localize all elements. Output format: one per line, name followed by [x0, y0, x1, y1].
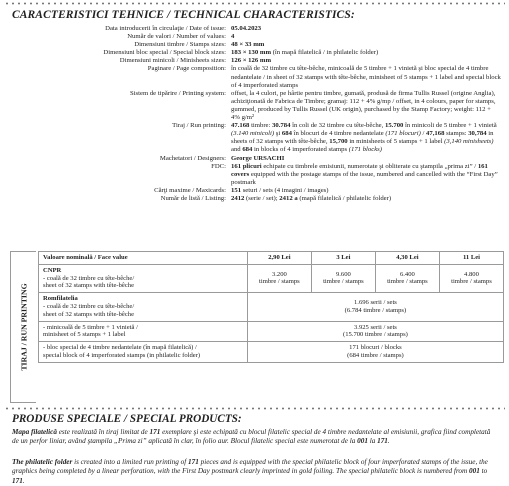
romf-title: Romfilatelia: [43, 295, 78, 303]
spec-label: FDC:: [211, 162, 226, 170]
spec-label: Sistem de tipărire / Printing system:: [129, 89, 226, 97]
table-row: [39, 264, 504, 292]
spec-label: Machetatori / Designers:: [159, 154, 226, 162]
value-header: 4,30 Lei: [375, 252, 439, 265]
value-header: 2,90 Lei: [247, 252, 311, 265]
run-printing-table: [38, 251, 504, 363]
value-header: 3 Lei: [311, 252, 375, 265]
table-header-row: [39, 252, 504, 265]
spec-row: [0, 57, 509, 65]
spec-value: în coală de 32 timbre cu tête-bêche, minicoală de 5 timbre + 1 vinietă şi bloc special de 4 timbre nedantelate / in sheet of 32 stamps with tête-bêche, minisheet of 5 stamps + 1 label and special block of 4 imperforated stamps: [231, 65, 501, 89]
spec-list: [0, 25, 509, 203]
table-row: [39, 342, 504, 363]
technical-heading: CARACTERISTICI TEHNICE / TECHNICAL CHARACTERISTICS:: [12, 9, 355, 21]
romf-value: 1.696 serii / sets (6.784 timbre / stamps): [247, 293, 503, 321]
spec-label: Număr de valori / Number of values:: [127, 33, 226, 41]
romf-value: 3.925 serii / sets (15.700 timbre / stamps): [247, 321, 503, 342]
spec-row: [0, 49, 509, 57]
cnpr-value: 6.400 timbre / stamps: [375, 264, 439, 292]
cnpr-row-label: - coală de 32 timbre cu tête-bêche/ sheet of 32 stamps with tête-bêche: [43, 274, 135, 290]
special-products-heading: PRODUSE SPECIALE / SPECIAL PRODUCTS:: [12, 413, 242, 425]
folder-description-en: The philatelic folder is created into a limited run printing of 171 pieces and is equipped with the special philatelic block of four imperforated stamps of the issue, the graphics being completed by a linear perforation, with the First Day postmark clearly imprinted in gold foiling. The special philatelic block is numbered from 001 to 171.: [12, 458, 488, 485]
spec-label: Data introducerii în circulaţie / Date of issue:: [105, 25, 226, 32]
spec-label: Număr de listă / Listing:: [160, 194, 226, 202]
spec-value: 2412 (serie / set); 2412 a (mapă filatelică / philatelic folder): [231, 194, 392, 202]
face-value-header: Valoare nominală / Face value: [39, 252, 248, 265]
spec-row: [0, 41, 509, 49]
spec-value: 48 × 33 mm: [231, 41, 265, 49]
spec-row: [0, 155, 509, 163]
spec-row: [0, 90, 509, 122]
cnpr-value: 9.600 timbre / stamps: [311, 264, 375, 292]
spec-value: 126 × 126 mm: [231, 57, 272, 65]
table-row: [39, 293, 504, 321]
cnpr-cell: [39, 264, 248, 292]
spec-row: [0, 163, 509, 187]
romf-cell: [39, 293, 248, 321]
romf-value: 171 blocuri / blocks (684 timbre / stamps): [247, 342, 503, 363]
spec-row: [0, 65, 509, 89]
spec-row: [0, 195, 509, 203]
spec-value: 161 plicuri echipate cu timbrele emisiunii, numerotate şi obliterate cu ştampila „prima zi” / 161 covers equipped with the postage stamps of the issue, numbered and cancelled with the “First Day” postmark: [231, 162, 498, 186]
table-row: [39, 321, 504, 342]
spec-label: Dimensiuni bloc special / Special block sizes:: [103, 49, 226, 57]
spec-label: Tiraj / Run printing:: [172, 122, 226, 130]
value-header: 11 Lei: [439, 252, 503, 265]
spec-value: offset, la 4 culori, pe hârtie pentru timbre, gumată, produsă de firma Tullis Russel (origine Anglia), achiziţionată de Fabrica de Timbre; gramaj: 112 + 4% g/mp / offset, in 4 colours, paper for stamps, gummed, produced by Tullis Russel (UK origin), purchased by the Stamp Factory; weight: 112 + 4% g/m²: [231, 89, 496, 122]
spec-label: Dimensiuni timbre / Stamps sizes:: [134, 41, 226, 49]
middle-dotted-divider: [4, 407, 505, 410]
folder-description-ro: Mapa filatelică este realizată în tiraj limitat de 171 exemplare şi este echipată cu blocul filatelic special de 4 timbre nedantelate al emisiunii, grafica fiind completată de un perfor liniar, având ştampila „Prima zi” aplicată în clar, în folio aur. Blocul filatelic special este numerotat de la 001 la 171.: [12, 428, 491, 446]
spec-row: [0, 122, 509, 154]
spec-value: 05.04.2023: [231, 25, 262, 32]
spec-row: [0, 25, 509, 33]
run-printing-side-label: TIRAJ / RUN PRINTING: [10, 251, 36, 403]
romf-row-label: - bloc special de 4 timbre nedantelate (în mapă filatelică) / special block of 4 imperforated stamps (in philatelic folder): [39, 342, 248, 363]
spec-value: 183 × 130 mm (în mapă filatelică / in philatelic folder): [231, 49, 379, 57]
spec-label: Paginare / Page composition:: [147, 65, 226, 73]
cnpr-value: 3.200 timbre / stamps: [247, 264, 311, 292]
romf-row-label: - coală de 32 timbre cu tête-bêche/ sheet of 32 stamps with tête-bêche: [43, 302, 135, 318]
spec-value: 47.168 timbre: 30.784 în coli de 32 timbre cu tête-bêche, 15.700 în minicoli de 5 timbre + 1 vinietă (3.140 minicoli) şi 684 în blocuri de 4 timbre nedantelate (171 blocuri) / 47,168 stamps: 30,784 in sheets of 32 stamps with tête-bêche, 15,700 in minisheets of 5 stamps + 1 label (3,140 minisheets) and 684 in blocks of 4 imperforated stamps (171 blocks): [231, 122, 497, 154]
spec-value: 151 seturi / sets (4 imagini / images): [231, 186, 329, 194]
spec-label: Dimensiuni minicoli / Minisheets sizes:: [119, 57, 226, 65]
top-dotted-border: [4, 2, 505, 5]
cnpr-title: CNPR: [43, 266, 62, 274]
spec-row: [0, 187, 509, 195]
romf-row-label: - minicoală de 5 timbre + 1 vinietă / minisheet of 5 stamps + 1 label: [39, 321, 248, 342]
cnpr-value: 4.800 timbre / stamps: [439, 264, 503, 292]
spec-row: [0, 33, 509, 41]
spec-label: Cărţi maxime / Maxicards:: [154, 186, 226, 194]
spec-value: 4: [231, 33, 235, 41]
spec-value: George URSACHI: [231, 154, 285, 162]
